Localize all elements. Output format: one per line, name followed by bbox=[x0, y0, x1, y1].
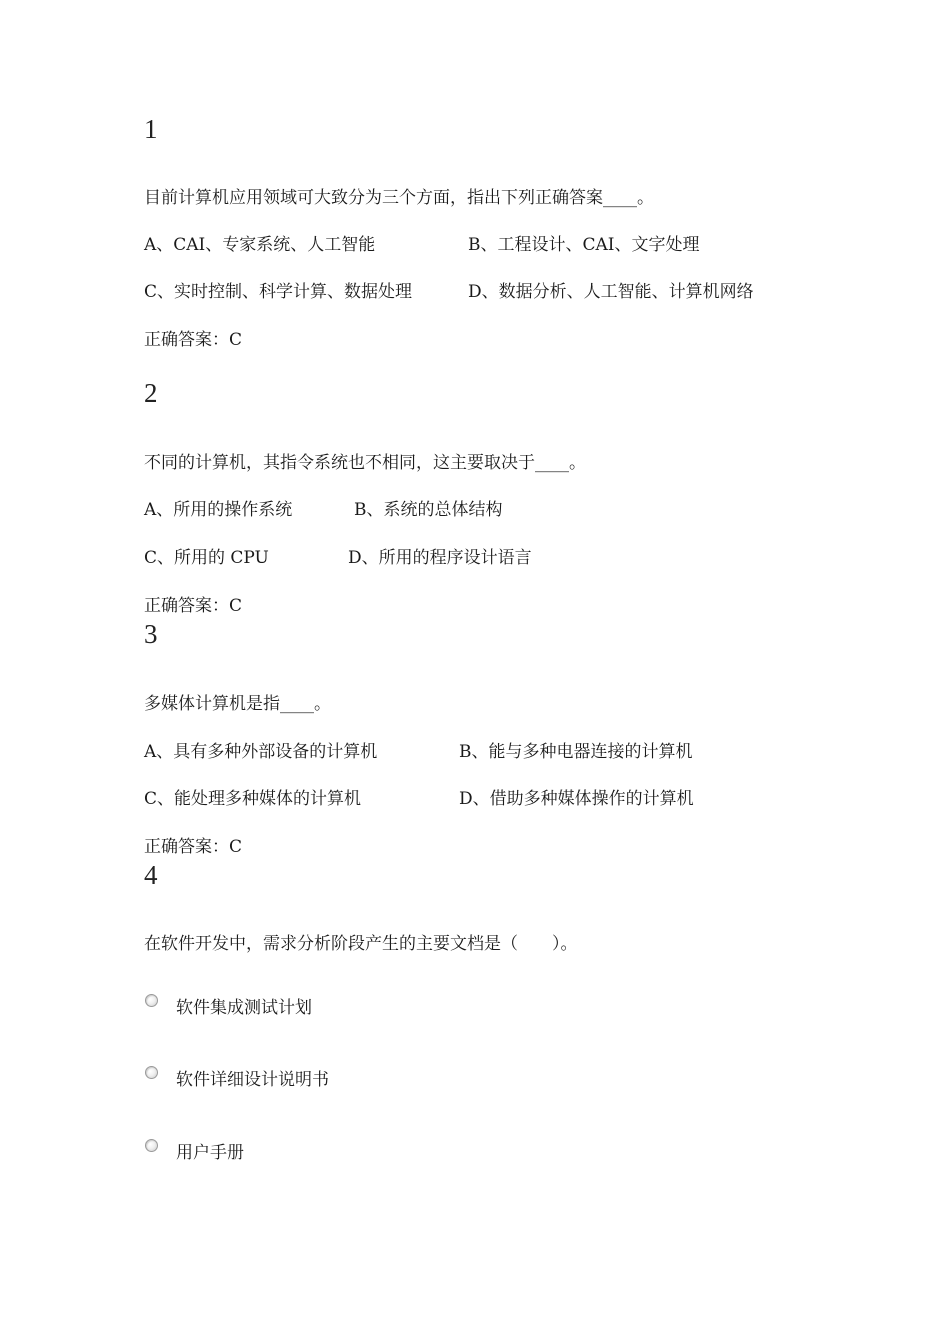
option-c: C、所用的 CPU bbox=[144, 548, 269, 568]
question-number: 2 bbox=[144, 378, 158, 408]
option-b: B、能与多种电器连接的计算机 bbox=[459, 742, 693, 762]
correct-answer: 正确答案：C bbox=[144, 837, 243, 857]
question-number: 3 bbox=[144, 619, 158, 649]
option-c: C、能处理多种媒体的计算机 bbox=[144, 789, 362, 809]
radio-button-option-3[interactable] bbox=[145, 1139, 158, 1152]
correct-answer: 正确答案：C bbox=[144, 330, 243, 350]
option-d: D、数据分析、人工智能、计算机网络 bbox=[468, 282, 754, 302]
option-a: A、所用的操作系统 bbox=[144, 500, 293, 520]
question-stem: 多媒体计算机是指____。 bbox=[144, 694, 331, 714]
option-d: D、所用的程序设计语言 bbox=[348, 548, 532, 568]
radio-option-label: 用户手册 bbox=[176, 1143, 244, 1163]
question-number: 1 bbox=[144, 114, 158, 144]
option-a: A、具有多种外部设备的计算机 bbox=[144, 742, 378, 762]
question-number: 4 bbox=[144, 860, 158, 890]
option-c: C、实时控制、科学计算、数据处理 bbox=[144, 282, 413, 302]
question-stem: 在软件开发中，需求分析阶段产生的主要文档是（ ）。 bbox=[144, 934, 578, 954]
question-stem: 不同的计算机，其指令系统也不相同，这主要取决于____。 bbox=[144, 453, 586, 473]
correct-answer: 正确答案：C bbox=[144, 596, 243, 616]
option-a: A、CAI、专家系统、人工智能 bbox=[144, 235, 376, 255]
option-d: D、借助多种媒体操作的计算机 bbox=[459, 789, 694, 809]
option-b: B、系统的总体结构 bbox=[354, 500, 503, 520]
radio-button-option-1[interactable] bbox=[145, 994, 158, 1007]
radio-option-label: 软件集成测试计划 bbox=[176, 998, 312, 1018]
radio-button-option-2[interactable] bbox=[145, 1066, 158, 1079]
radio-option-label: 软件详细设计说明书 bbox=[176, 1070, 329, 1090]
question-stem: 目前计算机应用领域可大致分为三个方面，指出下列正确答案____。 bbox=[144, 188, 654, 208]
option-b: B、工程设计、CAI、文字处理 bbox=[468, 235, 700, 255]
